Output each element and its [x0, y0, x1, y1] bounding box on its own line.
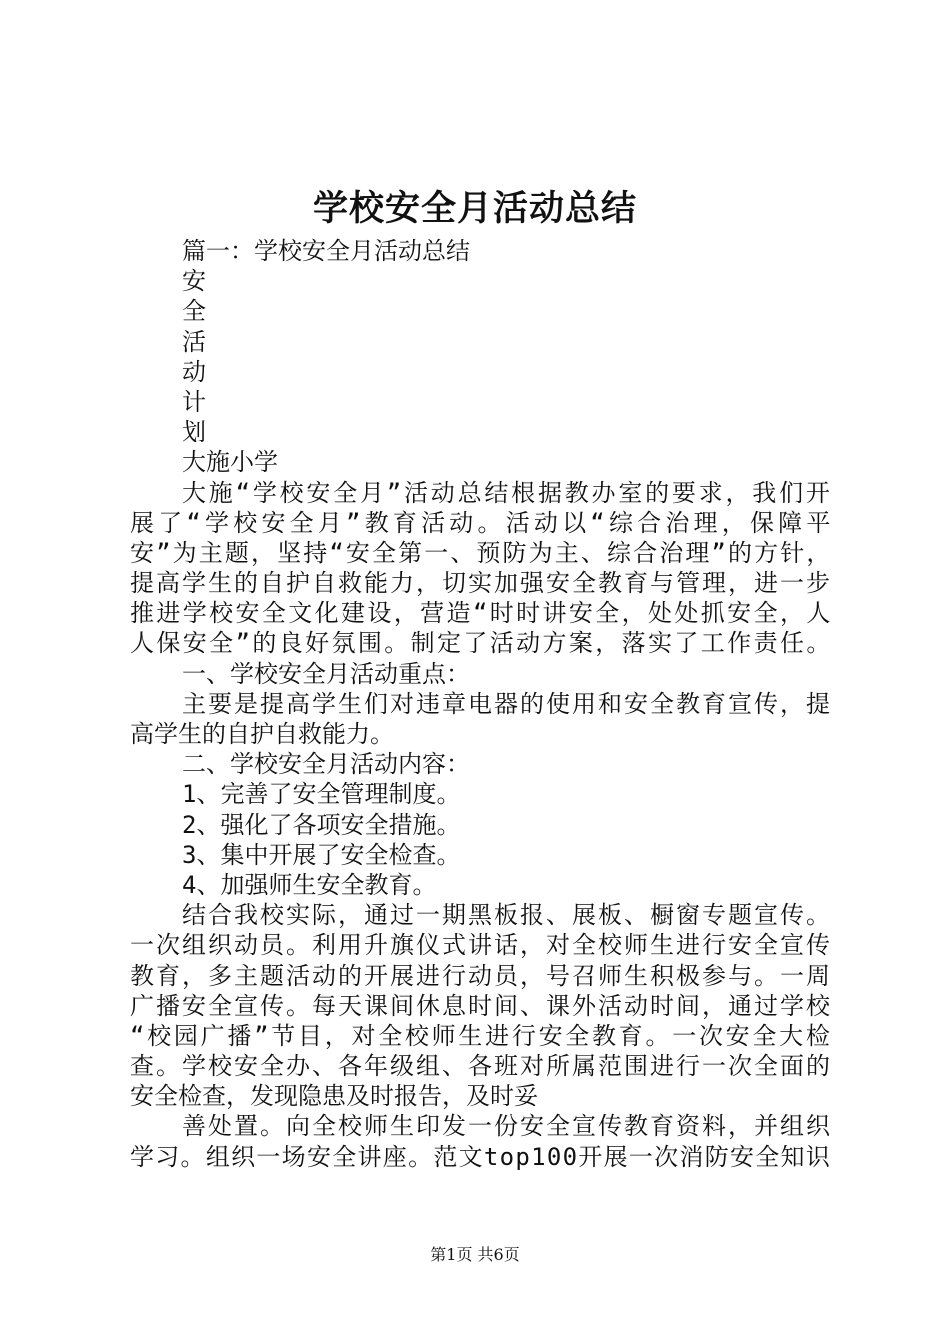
- document-title: 学校安全月活动总结: [312, 188, 637, 229]
- text-line: 善处置。向全校师生印发一份安全宣传教育资料，并组织: [182, 1112, 832, 1141]
- text-line: 教育，多主题活动的开展进行动员，号召师生积极参与。一周: [130, 961, 832, 990]
- text-line: “校园广播”节目，对全校师生进行安全教育。一次安全大检: [130, 1021, 833, 1050]
- text-line: 广播安全宣传。每天课间休息时间、课外活动时间，通过学校: [130, 991, 832, 1020]
- text-line: 篇一：学校安全月活动总结: [182, 237, 470, 265]
- text-line: 一、学校安全月活动重点：: [182, 659, 470, 688]
- text-line: 一次组织动员。利用升旗仪式讲话，对全校师生进行安全宣传: [130, 931, 832, 960]
- text-line: 人保安全”的良好氛围。制定了活动方案，落实了工作责任。: [130, 629, 833, 658]
- text-line: 高学生的自护自救能力。: [130, 720, 394, 748]
- text-line: 计: [182, 387, 206, 416]
- text-line: 安全检查，发现隐患及时报告，及时妥: [130, 1082, 538, 1111]
- text-line: 提高学生的自护自救能力，切实加强安全教育与管理，进一步: [130, 569, 832, 598]
- text-line: 1、完善了安全管理制度。: [182, 780, 461, 809]
- text-line: 安”为主题，坚持“安全第一、预防为主、综合治理”的方针，: [130, 538, 833, 567]
- text-line: 安: [182, 267, 206, 296]
- text-line: 展了“学校安全月”教育活动。活动以“综合治理，保障平: [130, 508, 835, 537]
- text-line: 2、强化了各项安全措施。: [182, 810, 461, 839]
- text-line: 3、集中开展了安全检查。: [182, 840, 461, 869]
- text-line: 划: [182, 418, 206, 447]
- text-line: 查。学校安全办、各年级组、各班对所属范围进行一次全面的: [130, 1052, 832, 1081]
- text-line: 二、学校安全月活动内容：: [182, 750, 470, 779]
- document-body: [130, 236, 835, 1172]
- text-line: 学习。组织一场安全讲座。范文top100开展一次消防安全知识: [130, 1142, 832, 1171]
- text-line: 结合我校实际，通过一期黑板报、展板、橱窗专题宣传。: [182, 901, 832, 930]
- page-footer: 第1页 共6页: [430, 1245, 520, 1264]
- text-line: 推进学校安全文化建设，营造“时时讲安全，处处抓安全，人: [130, 599, 833, 628]
- text-line: 大施“学校安全月”活动总结根据教办室的要求，我们开: [182, 478, 833, 507]
- text-line: 4、加强师生安全教育。: [182, 870, 437, 899]
- text-line: 动: [182, 357, 206, 386]
- text-line: 全: [182, 297, 206, 326]
- text-line: 大施小学: [182, 448, 278, 477]
- text-line: 主要是提高学生们对违章电器的使用和安全教育宣传，提: [182, 689, 832, 718]
- text-line: 活: [182, 327, 206, 356]
